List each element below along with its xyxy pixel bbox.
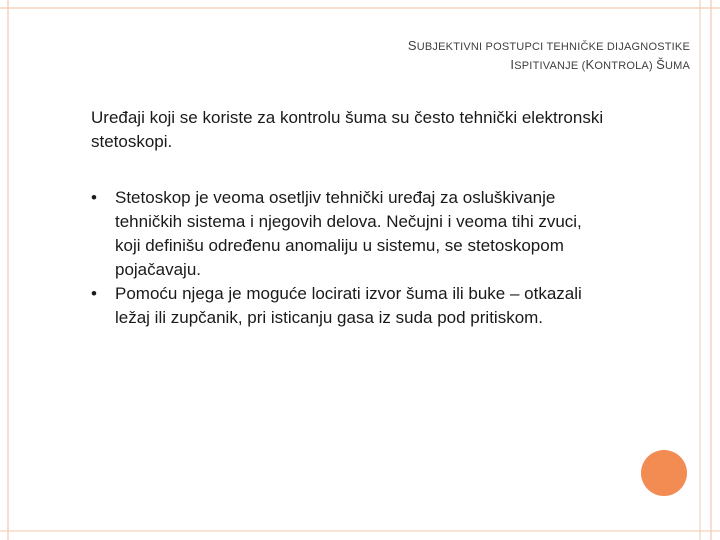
slide-body xyxy=(91,106,611,330)
bullet-text: Stetoskop je veoma osetljiv tehnički uređaj za osluškivanje tehničkih sistema i njegovih delova. Nečujni i veoma tihi zvuci, koji definišu određenu anomaliju u sistemu, se stetoskopom pojačavaju. xyxy=(115,188,582,279)
bullet-icon: • xyxy=(91,188,97,207)
header-text: SPITIVANJE ( xyxy=(514,60,586,72)
header-cap: S xyxy=(407,38,417,53)
bullet-item xyxy=(91,282,611,330)
header-line-2 xyxy=(408,56,690,75)
header-line-1 xyxy=(408,37,690,56)
bullet-list xyxy=(91,186,611,330)
header-cap: I xyxy=(510,57,515,72)
bullet-item xyxy=(91,186,611,282)
bullet-text: Pomoću njega je moguće locirati izvor šuma ili buke – otkazali ležaj ili zupčanik, pri isticanju gasa iz suda pod pritiskom. xyxy=(115,284,582,327)
intro-paragraph: Uređaji koji se koriste za kontrolu šuma su često tehnički elektronski stetoskopi. xyxy=(91,108,604,151)
bullet-icon: • xyxy=(91,284,97,303)
header-text: UBJEKTIVNI POSTUPCI TEHNIČKE DIJAGNOSTIKE xyxy=(416,41,690,53)
header-cap: Š xyxy=(656,57,665,72)
accent-circle xyxy=(641,450,687,496)
header-text: ONTROLA) xyxy=(594,60,657,72)
header-text: UMA xyxy=(664,60,690,72)
header-cap: K xyxy=(585,57,595,72)
slide-header xyxy=(408,37,690,75)
